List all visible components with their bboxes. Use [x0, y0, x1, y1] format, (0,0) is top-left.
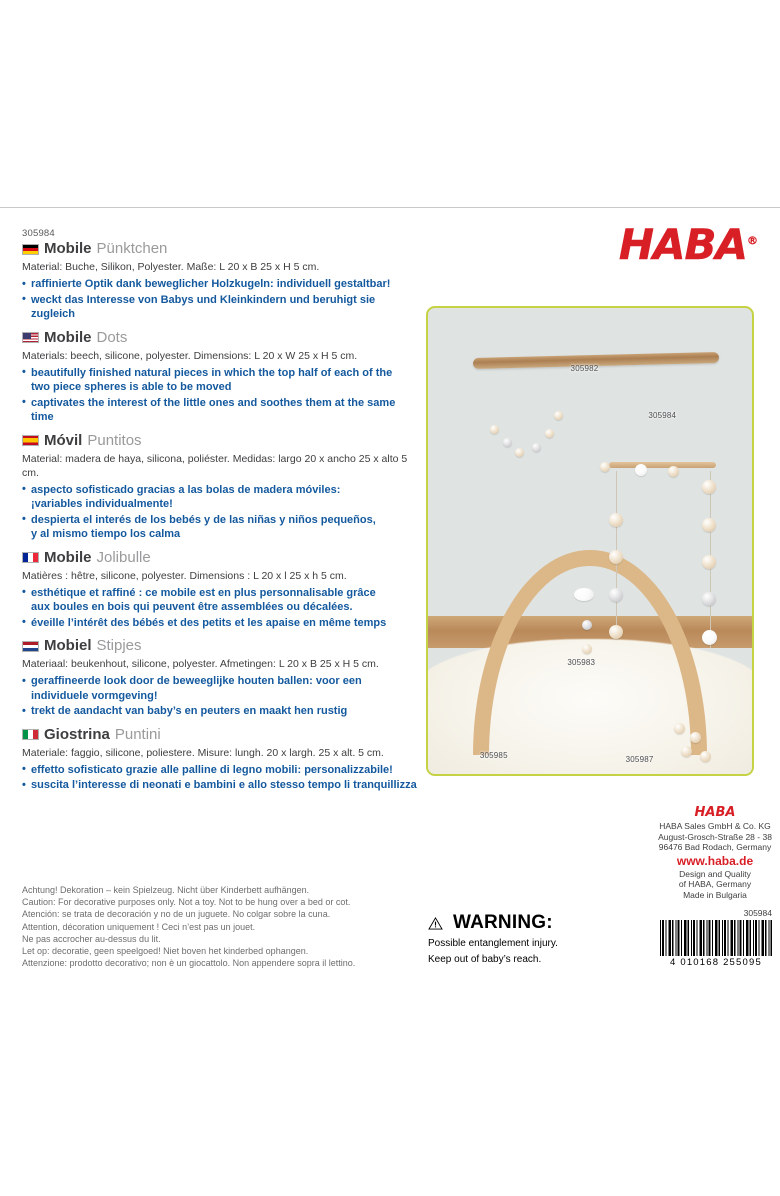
product-title-light: Stipjes — [96, 637, 142, 654]
product-title-bold: Giostrina — [44, 725, 110, 743]
feature-bullet-line: ¡variables individualmente! — [31, 498, 173, 510]
feature-bullet-line: • éveille l’intérêt des bébés et des petits et les apaise en même temps — [31, 616, 387, 629]
product-title — [22, 432, 418, 450]
feature-bullet — [22, 674, 418, 703]
design-quality-line1: Design and Quality — [679, 868, 751, 879]
product-title — [22, 549, 418, 567]
photo-article-label: 305984 — [648, 410, 677, 420]
product-title-bold: Mobile — [44, 328, 92, 346]
article-number: 305984 — [22, 228, 55, 239]
materials-line: Materiaal: beukenhout, silicone, polyester. Afmetingen: L 20 x B 25 x H 5 cm. — [22, 658, 379, 670]
header-divider — [0, 207, 780, 208]
feature-bullet-line: individuele vormgeving! — [31, 689, 158, 702]
photo-bead — [702, 518, 716, 532]
warning-block — [428, 912, 638, 966]
photo-chain-bead — [545, 429, 554, 438]
product-title — [22, 637, 418, 655]
feature-bullet-line: • beautifully finished natural pieces in which the top half of each of the — [31, 366, 393, 379]
photo-chain-bead — [532, 443, 541, 452]
registered-trademark-icon: ® — [747, 234, 758, 247]
feature-bullet — [22, 704, 418, 719]
feature-bullet — [22, 763, 418, 778]
warning-title: WARNING: — [453, 912, 553, 933]
product-title — [22, 329, 418, 347]
photo-mobile-crossbar — [609, 462, 716, 468]
language-block — [22, 726, 418, 793]
feature-bullet — [22, 293, 418, 322]
haba-logo-text: HABA — [618, 220, 747, 269]
product-title-light: Jolibulle — [96, 548, 151, 566]
product-title-light: Pünktchen — [96, 240, 168, 257]
product-title-bold: Mobile — [44, 548, 92, 566]
materials-line: Material: madera de haya, silicona, poliéster. Medidas: largo 20 x ancho 25 x alto 5 cm. — [22, 452, 408, 479]
photo-bead — [702, 630, 717, 645]
photo-bead — [609, 588, 623, 602]
caution-line: Ne pas accrocher au-dessus du lit. — [22, 933, 161, 944]
caution-line: Caution: For decorative purposes only. Not a toy. Not to be hung over a bed or cot. — [22, 897, 351, 908]
language-block — [22, 549, 418, 631]
feature-bullet-line: • trekt de aandacht van baby’s en peuters en maakt hen rustig — [31, 705, 348, 717]
france-flag-icon — [22, 552, 39, 563]
photo-chain-bead — [490, 425, 499, 434]
feature-bullet-line: • aspecto sofisticado gracias a las bolas de madera móviles: — [31, 483, 341, 496]
language-descriptions-column — [22, 228, 418, 800]
company-street: August-Grosch-Straße 28 - 38 — [658, 831, 772, 842]
feature-bullet-line: • suscita l’interesse di neonati e bambini e allo stesso tempo li tranquillizza — [31, 779, 417, 791]
warning-line-2: Keep out of baby’s reach. — [428, 954, 542, 965]
language-block — [22, 432, 418, 542]
photo-chain-bead — [554, 411, 563, 420]
caution-text-block — [22, 884, 382, 969]
language-block — [22, 637, 418, 719]
feature-bullet — [22, 396, 418, 425]
barcode-block — [660, 908, 772, 968]
photo-chain-bead — [503, 438, 512, 447]
photo-bead — [702, 555, 716, 569]
feature-bullet-line: • effetto sofisticato grazie alle palline di legno mobili: personalizzabile! — [31, 763, 393, 776]
photo-loose-bead — [700, 751, 711, 762]
product-title-light: Puntitos — [87, 431, 142, 449]
warning-header — [428, 912, 638, 934]
usa-flag-icon — [22, 332, 39, 343]
product-title-bold: Mobiel — [44, 637, 92, 654]
language-blocks — [22, 240, 418, 793]
product-title-bold: Mobile — [44, 240, 92, 257]
feature-bullet-list — [22, 674, 418, 719]
feature-bullet — [22, 586, 418, 615]
made-in: Made in Bulgaria — [683, 889, 747, 900]
company-website[interactable]: www.haba.de — [676, 853, 754, 868]
barcode-article-number: 305984 — [743, 908, 772, 918]
photo-article-label: 305985 — [479, 750, 508, 760]
feature-bullet-line: • raffinierte Optik dank beweglicher Holzkugeln: individuell gestaltbar! — [31, 278, 391, 290]
company-haba-logo: HABA — [694, 805, 736, 820]
german-flag-icon — [22, 244, 39, 255]
company-name: HABA Sales GmbH & Co. KG — [659, 821, 771, 831]
photo-loose-bead — [674, 723, 685, 734]
language-block — [22, 240, 418, 322]
feature-bullet-line: two piece spheres is able to be moved — [31, 381, 232, 393]
feature-bullet-line: aux boules en bois qui peuvent être assemblées ou décalées. — [31, 601, 353, 613]
product-title — [22, 240, 418, 258]
feature-bullet — [22, 513, 418, 542]
photo-bead — [582, 644, 592, 654]
feature-bullet-list — [22, 763, 418, 793]
product-photo — [426, 306, 754, 776]
photo-loose-bead — [681, 746, 692, 757]
feature-bullet-line: • esthétique et raffiné : ce mobile est en plus personnalisable grâce — [31, 586, 376, 599]
photo-cloud-charm — [574, 588, 594, 601]
photo-bead — [600, 462, 610, 472]
feature-bullet-line: • captivates the interest of the little ones and soothes them at the same time — [31, 396, 396, 423]
feature-bullet-line: • geraffineerde look door de beweeglijke houten ballen: voor een — [31, 675, 362, 687]
caution-line: Atención: se trata de decoración y no de un juguete. No colgar sobre la cuna. — [22, 909, 331, 920]
product-title-bold: Móvil — [44, 431, 83, 449]
caution-line: Achtung! Dekoration – kein Spielzeug. Nicht über Kinderbett aufhängen. — [22, 885, 310, 895]
caution-line: Let op: decoratie, geen speelgoed! Niet boven het kinderbed ophangen. — [22, 946, 309, 957]
company-info-block — [650, 806, 780, 901]
product-title-light: Dots — [96, 328, 128, 346]
materials-line: Materials: beech, silicone, polyester. Dimensions: L 20 x W 25 x H 5 cm. — [22, 349, 358, 362]
product-title-light: Puntini — [114, 725, 161, 743]
spain-flag-icon — [22, 435, 39, 446]
feature-bullet — [22, 616, 418, 631]
feature-bullet-list — [22, 277, 418, 322]
feature-bullet — [22, 483, 418, 512]
photo-article-label: 305983 — [567, 657, 596, 667]
feature-bullet-list — [22, 366, 418, 425]
feature-bullet-line: y al mismo tiempo los calma — [31, 528, 181, 540]
feature-bullet — [22, 277, 418, 292]
company-city: 96476 Bad Rodach, Germany — [658, 842, 772, 853]
materials-line: Matières : hêtre, silicone, polyester. Dimensions : L 20 x l 25 x h 5 cm. — [22, 569, 347, 582]
language-block — [22, 329, 418, 425]
photo-bead — [702, 592, 716, 606]
design-quality-line2: of HABA, Germany — [678, 879, 752, 890]
italy-flag-icon — [22, 729, 39, 740]
warning-line-1: Possible entanglement injury. — [428, 938, 558, 949]
netherlands-flag-icon — [22, 641, 39, 652]
product-title — [22, 726, 418, 744]
materials-line: Materiale: faggio, silicone, poliestere. Misure: lungh. 20 x largh. 25 x alt. 5 cm. — [22, 746, 384, 759]
barcode-number: 4 010168 255095 — [670, 957, 762, 968]
feature-bullet-list — [22, 586, 418, 631]
photo-article-label: 305982 — [570, 363, 599, 373]
warning-triangle-icon — [428, 917, 443, 930]
caution-line: Attenzione: prodotto decorativo; non è un giocattolo. Non appendere sopra il lettino. — [22, 958, 356, 969]
photo-article-label: 305987 — [625, 755, 654, 765]
feature-bullet-list — [22, 483, 418, 542]
barcode-bars — [660, 920, 772, 956]
feature-bullet — [22, 366, 418, 395]
caution-line: Attention, décoration uniquement ! Ceci n’est pas un jouet. — [22, 921, 256, 932]
feature-bullet — [22, 778, 418, 793]
materials-line: Material: Buche, Silikon, Polyester. Maße: L 20 x B 25 x H 5 cm. — [22, 261, 320, 273]
feature-bullet-line: • weckt das Interesse von Babys und Kleinkindern und beruhigt sie zugleich — [31, 293, 376, 320]
haba-brand-logo — [618, 220, 758, 269]
feature-bullet-line: • despierta el interés de los bebés y de las niñas y niños pequeños, — [31, 513, 376, 526]
